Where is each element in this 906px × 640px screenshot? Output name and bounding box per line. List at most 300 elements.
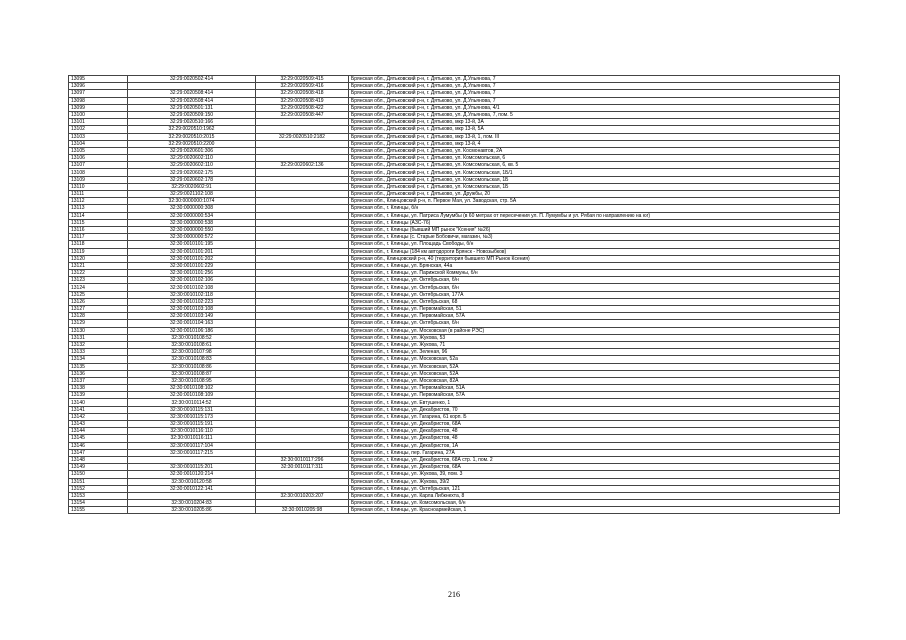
table-row (69, 191, 840, 198)
table-row (69, 133, 840, 140)
land-cadastral-number-cell: 32:30:0010114:52 (128, 399, 256, 406)
land-cadastral-number-cell: 32:29:0020602:175 (128, 169, 256, 176)
address-cell: Брянская обл., г. Клинцы, ул. Брянская, 44а (349, 262, 840, 269)
table-row (69, 334, 840, 341)
table-row (69, 363, 840, 370)
row-index-cell: 13124 (69, 284, 128, 291)
address-cell: Брянская обл., г. Клинцы, ул. Гагарина, 61 корп. Б (349, 413, 840, 420)
row-index-cell: 13147 (69, 449, 128, 456)
land-cadastral-number-cell: 32:30:0010108:109 (128, 392, 256, 399)
address-cell: Брянская обл., г. Клинцы, ул. Первомайская, 57А (349, 392, 840, 399)
object-cadastral-number-cell: 32:30:0010117:311 (256, 464, 349, 471)
table-row (69, 147, 840, 154)
table-row (69, 377, 840, 384)
table-row (69, 449, 840, 456)
address-cell: Брянская обл., г. Клинцы (184 км автодороги Брянск - Новозыбков) (349, 248, 840, 255)
table-row (69, 277, 840, 284)
address-cell: Брянская обл., Клинцовский р-н, 40 (территория бывшего МП Рынок Ксения) (349, 255, 840, 262)
land-cadastral-number-cell: 32:29:0021102:108 (128, 191, 256, 198)
row-index-cell: 13122 (69, 270, 128, 277)
address-cell: Брянская обл., г. Клинцы, ул. Октябрьская, б/н (349, 320, 840, 327)
land-cadastral-number-cell: 32:30:0010103:108 (128, 306, 256, 313)
table-row (69, 140, 840, 147)
address-cell: Брянская обл., г. Клинцы, ул. Карла Либкнехта, 8 (349, 492, 840, 499)
address-cell: Брянская обл., г. Клинцы, ул. Жукова, 39/2 (349, 478, 840, 485)
object-cadastral-number-cell (256, 313, 349, 320)
row-index-cell: 13102 (69, 126, 128, 133)
row-index-cell: 13154 (69, 500, 128, 507)
row-index-cell: 13112 (69, 198, 128, 205)
property-register-table (68, 75, 840, 514)
table-row (69, 385, 840, 392)
address-cell: Брянская обл., г. Клинцы, ул. Московская, 52А (349, 370, 840, 377)
land-cadastral-number-cell: 32:30:0010102:118 (128, 291, 256, 298)
address-cell: Брянская обл., Дятьковский р-н, г. Дятьково, мкр 13-й, 4 (349, 140, 840, 147)
land-cadastral-number-cell: 32:29:0020502:414 (128, 76, 256, 83)
table-row (69, 234, 840, 241)
table-row (69, 270, 840, 277)
object-cadastral-number-cell: 32:29:0020508:447 (256, 111, 349, 118)
land-cadastral-number-cell: 32:30:0010101:201 (128, 248, 256, 255)
object-cadastral-number-cell (256, 241, 349, 248)
table-row (69, 421, 840, 428)
land-cadastral-number-cell: 32:30:0010117:104 (128, 442, 256, 449)
row-index-cell: 13130 (69, 327, 128, 334)
land-cadastral-number-cell: 32:30:0010116:110 (128, 428, 256, 435)
address-cell: Брянская обл., г. Клинцы, ул. Красноармейская, 1 (349, 507, 840, 514)
table-row (69, 284, 840, 291)
table-row (69, 76, 840, 83)
row-index-cell: 13120 (69, 255, 128, 262)
table-row (69, 370, 840, 377)
land-cadastral-number-cell: 32:29:0020602:178 (128, 176, 256, 183)
land-cadastral-number-cell: 32:29:0020508:414 (128, 90, 256, 97)
object-cadastral-number-cell (256, 341, 349, 348)
land-cadastral-number-cell: 32:30:0010120:214 (128, 471, 256, 478)
address-cell: Брянская обл., Дятьковский р-н, г. Дятьково, мкр 13-й, 5А (349, 126, 840, 133)
object-cadastral-number-cell (256, 126, 349, 133)
row-index-cell: 13115 (69, 219, 128, 226)
table-row (69, 306, 840, 313)
table-row (69, 176, 840, 183)
land-cadastral-number-cell: 32:30:0010108:52 (128, 334, 256, 341)
object-cadastral-number-cell: 32:30:0010205:98 (256, 507, 349, 514)
object-cadastral-number-cell (256, 183, 349, 190)
row-index-cell: 13128 (69, 313, 128, 320)
row-index-cell: 13109 (69, 176, 128, 183)
row-index-cell: 13126 (69, 298, 128, 305)
table-row (69, 83, 840, 90)
address-cell: Брянская обл., г. Клинцы, ул. Парижской Коммуны, б/н (349, 270, 840, 277)
address-cell: Брянская обл., г. Клинцы, ул. Первомайская, 51 (349, 306, 840, 313)
object-cadastral-number-cell (256, 147, 349, 154)
land-cadastral-number-cell: 32:30:0010115:173 (128, 413, 256, 420)
row-index-cell: 13127 (69, 306, 128, 313)
address-cell: Брянская обл., г. Клинцы, ул. Московская, 82А (349, 377, 840, 384)
row-index-cell: 13096 (69, 83, 128, 90)
land-cadastral-number-cell: 32:30:0010120:58 (128, 478, 256, 485)
object-cadastral-number-cell (256, 262, 349, 269)
object-cadastral-number-cell (256, 226, 349, 233)
land-cadastral-number-cell: 32:30:0010101:195 (128, 241, 256, 248)
address-cell: Брянская обл., г. Клинцы, ул. Декабристов, 48 (349, 428, 840, 435)
table-row (69, 464, 840, 471)
object-cadastral-number-cell (256, 176, 349, 183)
land-cadastral-number-cell: 32:30:0000000:572 (128, 234, 256, 241)
address-cell: Брянская обл., г. Клинцы, ул. Евтушенко, 1 (349, 399, 840, 406)
object-cadastral-number-cell (256, 399, 349, 406)
object-cadastral-number-cell (256, 370, 349, 377)
object-cadastral-number-cell (256, 392, 349, 399)
land-cadastral-number-cell: 32:30:0000000:1074 (128, 198, 256, 205)
row-index-cell: 13136 (69, 370, 128, 377)
row-index-cell: 13150 (69, 471, 128, 478)
table-row (69, 485, 840, 492)
row-index-cell: 13101 (69, 119, 128, 126)
object-cadastral-number-cell (256, 270, 349, 277)
address-cell: Брянская обл., Дятьковский р-н, г. Дятьково, мкр 13-й, 1, пом. III (349, 133, 840, 140)
address-cell: Брянская обл., Дятьковский р-н, г. Дятьково, ул. Комсомольская, 1Б (349, 183, 840, 190)
object-cadastral-number-cell (256, 212, 349, 219)
object-cadastral-number-cell: 32:30:0010117:296 (256, 456, 349, 463)
row-index-cell: 13129 (69, 320, 128, 327)
address-cell: Брянская обл., г. Клинцы, ул. Московская, 52а (349, 356, 840, 363)
table-row (69, 349, 840, 356)
land-cadastral-number-cell (128, 83, 256, 90)
object-cadastral-number-cell (256, 277, 349, 284)
object-cadastral-number-cell: 32:29:0020602:136 (256, 162, 349, 169)
land-cadastral-number-cell: 32:30:0010205:86 (128, 507, 256, 514)
object-cadastral-number-cell (256, 356, 349, 363)
row-index-cell: 13152 (69, 485, 128, 492)
address-cell: Брянская обл., г. Клинцы, ул. Октябрьская, 177А (349, 291, 840, 298)
row-index-cell: 13155 (69, 507, 128, 514)
table-row (69, 428, 840, 435)
row-index-cell: 13117 (69, 234, 128, 241)
address-cell: Брянская обл., г. Клинцы, ул. Декабристов, 68А (349, 421, 840, 428)
address-cell: Брянская обл., г. Клинцы, ул. Декабристов, 68А стр. 1, пом. 2 (349, 456, 840, 463)
object-cadastral-number-cell (256, 284, 349, 291)
table-row (69, 104, 840, 111)
row-index-cell: 13105 (69, 147, 128, 154)
table-row (69, 413, 840, 420)
land-cadastral-number-cell: 32:30:0010204:83 (128, 500, 256, 507)
address-cell: Брянская обл., Дятьковский р-н, г. Дятьково, ул. Д.Ульянова, 7 (349, 83, 840, 90)
object-cadastral-number-cell (256, 478, 349, 485)
table-row (69, 212, 840, 219)
object-cadastral-number-cell (256, 191, 349, 198)
object-cadastral-number-cell (256, 306, 349, 313)
row-index-cell: 13118 (69, 241, 128, 248)
address-cell: Брянская обл., Дятьковский р-н, г. Дятьково, мкр 13-й, 3А (349, 119, 840, 126)
row-index-cell: 13098 (69, 97, 128, 104)
object-cadastral-number-cell (256, 219, 349, 226)
land-cadastral-number-cell (128, 456, 256, 463)
table-row (69, 183, 840, 190)
row-index-cell: 13146 (69, 442, 128, 449)
table-row (69, 226, 840, 233)
land-cadastral-number-cell: 32:30:0010101:256 (128, 270, 256, 277)
land-cadastral-number-cell: 32:29:0020510:2200 (128, 140, 256, 147)
object-cadastral-number-cell (256, 406, 349, 413)
address-cell: Брянская обл., Дятьковский р-н, г. Дятьково, ул. Комсомольская, 1Б/1 (349, 169, 840, 176)
land-cadastral-number-cell: 32:30:0010104:163 (128, 320, 256, 327)
land-cadastral-number-cell: 32:30:0010106:186 (128, 327, 256, 334)
row-index-cell: 13110 (69, 183, 128, 190)
land-cadastral-number-cell: 32:30:0010108:83 (128, 356, 256, 363)
address-cell: Брянская обл., г. Клинцы, ул. Московская, 52А (349, 363, 840, 370)
object-cadastral-number-cell (256, 471, 349, 478)
row-index-cell: 13123 (69, 277, 128, 284)
table-row (69, 500, 840, 507)
register-table-body (69, 76, 840, 514)
row-index-cell: 13143 (69, 421, 128, 428)
object-cadastral-number-cell (256, 169, 349, 176)
table-row (69, 327, 840, 334)
address-cell: Брянская обл., г. Клинцы, ул. Площадь Свободы, б/н (349, 241, 840, 248)
row-index-cell: 13141 (69, 406, 128, 413)
table-row (69, 198, 840, 205)
object-cadastral-number-cell: 32:30:0010203:207 (256, 492, 349, 499)
page-number: 216 (448, 590, 460, 599)
table-row (69, 126, 840, 133)
row-index-cell: 13145 (69, 435, 128, 442)
object-cadastral-number-cell (256, 500, 349, 507)
table-row (69, 219, 840, 226)
address-cell: Брянская обл., г. Клинцы (АЗС-76) (349, 219, 840, 226)
table-row (69, 471, 840, 478)
row-index-cell: 13134 (69, 356, 128, 363)
address-cell: Брянская обл., г. Клинцы, ул. Октябрьская, б/н (349, 277, 840, 284)
table-row (69, 406, 840, 413)
table-row (69, 392, 840, 399)
land-cadastral-number-cell: 32:30:0010101:229 (128, 262, 256, 269)
object-cadastral-number-cell: 32:29:0020509:415 (256, 76, 349, 83)
object-cadastral-number-cell: 32:29:0020509:416 (256, 83, 349, 90)
row-index-cell: 13144 (69, 428, 128, 435)
table-row (69, 169, 840, 176)
row-index-cell: 13097 (69, 90, 128, 97)
table-row (69, 399, 840, 406)
land-cadastral-number-cell: 32:30:0000000:550 (128, 226, 256, 233)
address-cell: Брянская обл., г. Клинцы, б/н (349, 205, 840, 212)
table-row (69, 356, 840, 363)
address-cell: Брянская обл., г. Клинцы (бывший МП рынок "Ксения" №26) (349, 226, 840, 233)
land-cadastral-number-cell: 32:29:0020601:306 (128, 147, 256, 154)
address-cell: Брянская обл., Дятьковский р-н, г. Дятьково, ул. Д.Ульянова, 7 (349, 90, 840, 97)
address-cell: Брянская обл., г. Клинцы, пер. Гагарина, 27А (349, 449, 840, 456)
address-cell: Брянская обл., г. Клинцы (с. Старые Бобовичи, магазин, №3) (349, 234, 840, 241)
address-cell: Брянская обл., г. Клинцы, ул. Московская (в районе РЭС) (349, 327, 840, 334)
object-cadastral-number-cell: 32:29:0020510:2182 (256, 133, 349, 140)
land-cadastral-number-cell: 32:30:0010115:201 (128, 464, 256, 471)
address-cell: Брянская обл., Дятьковский р-н, г. Дятьково, ул. Дружбы, 20 (349, 191, 840, 198)
land-cadastral-number-cell: 32:29:0020501:131 (128, 104, 256, 111)
object-cadastral-number-cell (256, 255, 349, 262)
address-cell: Брянская обл., г. Клинцы, ул. Патриса Лумумбы (в 60 метрах от пересечения ул. П. Лумумбы и ул. Рябая по направлению на юг) (349, 212, 840, 219)
table-row (69, 255, 840, 262)
object-cadastral-number-cell (256, 428, 349, 435)
address-cell: Брянская обл., Клинцовский р-н, п. Первое Мая, ул. Заводская, стр. 5А (349, 198, 840, 205)
land-cadastral-number-cell: 32:29:0020509:150 (128, 111, 256, 118)
row-index-cell: 13148 (69, 456, 128, 463)
object-cadastral-number-cell (256, 385, 349, 392)
row-index-cell: 13116 (69, 226, 128, 233)
row-index-cell: 13149 (69, 464, 128, 471)
row-index-cell: 13108 (69, 169, 128, 176)
land-cadastral-number-cell: 32:29:0020510:1962 (128, 126, 256, 133)
address-cell: Брянская обл., г. Клинцы, ул. Зеленая, 96 (349, 349, 840, 356)
row-index-cell: 13113 (69, 205, 128, 212)
table-row (69, 241, 840, 248)
table-row (69, 162, 840, 169)
table-row (69, 478, 840, 485)
address-cell: Брянская обл., Дятьковский р-н, г. Дятьково, ул. Комсомольская, 1Б (349, 176, 840, 183)
row-index-cell: 13140 (69, 399, 128, 406)
land-cadastral-number-cell: 32:30:0010115:191 (128, 421, 256, 428)
land-cadastral-number-cell: 32:29:0020602:91 (128, 183, 256, 190)
land-cadastral-number-cell: 32:30:0010122:141 (128, 485, 256, 492)
table-row (69, 320, 840, 327)
object-cadastral-number-cell (256, 485, 349, 492)
table-row (69, 119, 840, 126)
object-cadastral-number-cell: 32:29:0020508:422 (256, 104, 349, 111)
address-cell: Брянская обл., г. Клинцы, ул. Жукова, 71 (349, 341, 840, 348)
row-index-cell: 13104 (69, 140, 128, 147)
address-cell: Брянская обл., г. Клинцы, ул. Жукова, 39, пом. 3 (349, 471, 840, 478)
table-row (69, 262, 840, 269)
table-row (69, 341, 840, 348)
address-cell: Брянская обл., Дятьковский р-н, г. Дятьково, ул. Д.Ульянова, 7 (349, 76, 840, 83)
land-cadastral-number-cell: 32:29:0020510:2015 (128, 133, 256, 140)
object-cadastral-number-cell (256, 234, 349, 241)
table-row (69, 435, 840, 442)
land-cadastral-number-cell: 32:30:0010108:102 (128, 385, 256, 392)
object-cadastral-number-cell (256, 327, 349, 334)
land-cadastral-number-cell: 32:30:0010101:202 (128, 255, 256, 262)
land-cadastral-number-cell: 32:30:0010116:111 (128, 435, 256, 442)
land-cadastral-number-cell: 32:30:0000000:534 (128, 212, 256, 219)
land-cadastral-number-cell: 32:30:0010108:61 (128, 341, 256, 348)
row-index-cell: 13103 (69, 133, 128, 140)
object-cadastral-number-cell (256, 435, 349, 442)
address-cell: Брянская обл., г. Клинцы, ул. Декабристов, 1А (349, 442, 840, 449)
object-cadastral-number-cell (256, 291, 349, 298)
land-cadastral-number-cell: 32:30:0010107:98 (128, 349, 256, 356)
table-row (69, 507, 840, 514)
row-index-cell: 13111 (69, 191, 128, 198)
object-cadastral-number-cell: 32:29:0020508:419 (256, 97, 349, 104)
object-cadastral-number-cell (256, 205, 349, 212)
row-index-cell: 13107 (69, 162, 128, 169)
row-index-cell: 13114 (69, 212, 128, 219)
object-cadastral-number-cell (256, 140, 349, 147)
object-cadastral-number-cell (256, 413, 349, 420)
table-row (69, 248, 840, 255)
object-cadastral-number-cell (256, 421, 349, 428)
table-row (69, 456, 840, 463)
object-cadastral-number-cell (256, 119, 349, 126)
object-cadastral-number-cell (256, 449, 349, 456)
table-row (69, 442, 840, 449)
table-row (69, 111, 840, 118)
land-cadastral-number-cell: 32:30:0010108:86 (128, 363, 256, 370)
address-cell: Брянская обл., г. Клинцы, ул. Октябрьская, б/н (349, 284, 840, 291)
address-cell: Брянская обл., г. Клинцы, ул. Декабристов, 70 (349, 406, 840, 413)
table-row (69, 97, 840, 104)
address-cell: Брянская обл., Дятьковский р-н, г. Дятьково, ул. Д.Ульянова, 4/1 (349, 104, 840, 111)
address-cell: Брянская обл., г. Клинцы, ул. Декабристов, 48 (349, 435, 840, 442)
land-cadastral-number-cell (128, 492, 256, 499)
address-cell: Брянская обл., Дятьковский р-н, г. Дятьково, ул. Д.Ульянова, 7, пом. 5 (349, 111, 840, 118)
land-cadastral-number-cell: 32:30:0010108:95 (128, 377, 256, 384)
table-row (69, 90, 840, 97)
row-index-cell: 13138 (69, 385, 128, 392)
row-index-cell: 13125 (69, 291, 128, 298)
table-row (69, 492, 840, 499)
row-index-cell: 13139 (69, 392, 128, 399)
land-cadastral-number-cell: 32:29:0020602:110 (128, 155, 256, 162)
address-cell: Брянская обл., Дятьковский р-н, г. Дятьково, ул. Комсомольская, 6 (349, 155, 840, 162)
object-cadastral-number-cell (256, 298, 349, 305)
land-cadastral-number-cell: 32:30:0010103:149 (128, 313, 256, 320)
object-cadastral-number-cell (256, 155, 349, 162)
row-index-cell: 13137 (69, 377, 128, 384)
land-cadastral-number-cell: 32:30:0010115:131 (128, 406, 256, 413)
object-cadastral-number-cell (256, 377, 349, 384)
address-cell: Брянская обл., Дятьковский р-н, г. Дятьково, ул. Космонавтов, 2А (349, 147, 840, 154)
object-cadastral-number-cell (256, 198, 349, 205)
address-cell: Брянская обл., г. Клинцы, ул. Первомайская, 57А (349, 313, 840, 320)
row-index-cell: 13119 (69, 248, 128, 255)
row-index-cell: 13153 (69, 492, 128, 499)
row-index-cell: 13133 (69, 349, 128, 356)
land-cadastral-number-cell: 32:29:0020510:166 (128, 119, 256, 126)
row-index-cell: 13095 (69, 76, 128, 83)
object-cadastral-number-cell: 32:29:0020508:418 (256, 90, 349, 97)
table-row (69, 291, 840, 298)
land-cadastral-number-cell: 32:29:0020508:414 (128, 97, 256, 104)
object-cadastral-number-cell (256, 320, 349, 327)
address-cell: Брянская обл., Дятьковский р-н, г. Дятьково, ул. Комсомольская, 6, кв. 5 (349, 162, 840, 169)
row-index-cell: 13135 (69, 363, 128, 370)
row-index-cell: 13151 (69, 478, 128, 485)
row-index-cell: 13100 (69, 111, 128, 118)
address-cell: Брянская обл., г. Клинцы, ул. Октябрьская, 68 (349, 298, 840, 305)
object-cadastral-number-cell (256, 349, 349, 356)
land-cadastral-number-cell: 32:30:0010102:106 (128, 277, 256, 284)
land-cadastral-number-cell: 32:30:0010102:223 (128, 298, 256, 305)
table-row (69, 313, 840, 320)
table-row (69, 155, 840, 162)
object-cadastral-number-cell (256, 334, 349, 341)
row-index-cell: 13106 (69, 155, 128, 162)
address-cell: Брянская обл., г. Клинцы, ул. Жукова, 53 (349, 334, 840, 341)
object-cadastral-number-cell (256, 363, 349, 370)
land-cadastral-number-cell: 32:30:0000000:308 (128, 205, 256, 212)
object-cadastral-number-cell (256, 248, 349, 255)
address-cell: Брянская обл., Дятьковский р-н, г. Дятьково, ул. Д.Ульянова, 7 (349, 97, 840, 104)
address-cell: Брянская обл., г. Клинцы, ул. Комсомольская, б/н (349, 500, 840, 507)
land-cadastral-number-cell: 32:30:0010117:215 (128, 449, 256, 456)
row-index-cell: 13131 (69, 334, 128, 341)
row-index-cell: 13132 (69, 341, 128, 348)
land-cadastral-number-cell: 32:30:0000000:538 (128, 219, 256, 226)
address-cell: Брянская обл., г. Клинцы, ул. Первомайская, 51А (349, 385, 840, 392)
address-cell: Брянская обл., г. Клинцы, ул. Декабристов, 68А (349, 464, 840, 471)
address-cell: Брянская обл., г. Клинцы, ул. Октябрьская, 121 (349, 485, 840, 492)
table-row (69, 205, 840, 212)
